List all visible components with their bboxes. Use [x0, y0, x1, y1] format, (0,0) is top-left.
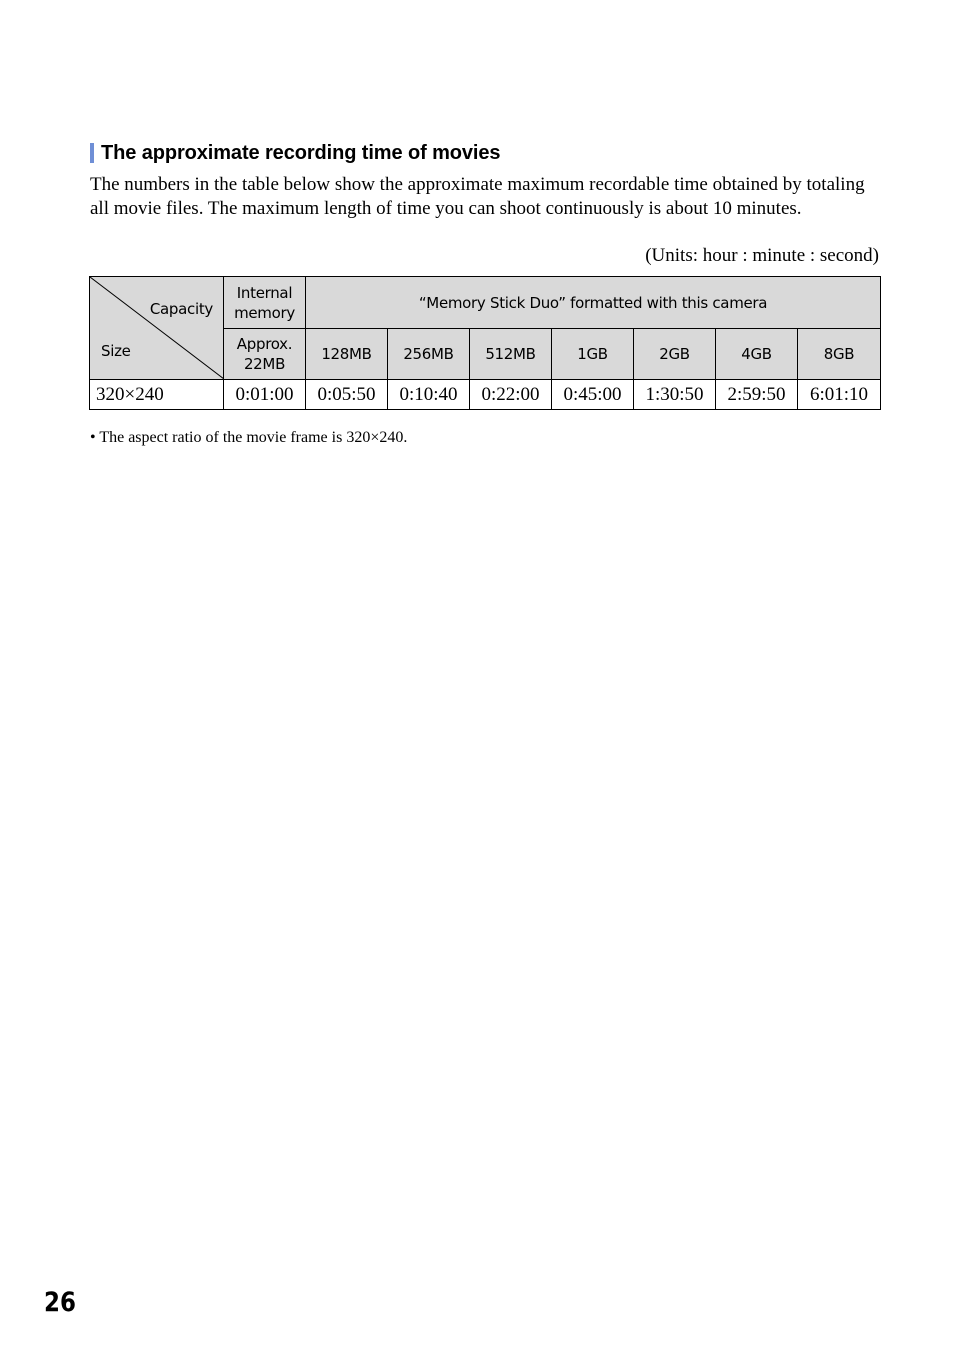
- memory-stick-header: “Memory Stick Duo” formatted with this camera: [306, 277, 881, 329]
- internal-memory-header: Internal memory: [224, 277, 306, 329]
- aspect-ratio-note: • The aspect ratio of the movie frame is 320×240.: [90, 429, 408, 446]
- corner-header-cell: [90, 277, 224, 380]
- size-cell: 320×240: [90, 380, 224, 410]
- time-cell: 0:05:50: [306, 380, 388, 410]
- time-cell: 2:59:50: [716, 380, 798, 410]
- time-cell: 6:01:10: [798, 380, 881, 410]
- page-number: 26: [44, 1287, 76, 1318]
- heading-marker: [90, 143, 94, 163]
- time-cell: 0:45:00: [552, 380, 634, 410]
- time-cell: 0:10:40: [388, 380, 470, 410]
- units-note: (Units: hour : minute : second): [645, 245, 879, 266]
- intro-paragraph: The numbers in the table below show the approximate maximum recordable time obtained by totaling all movie files. The maximum length of time you can shoot continuously is about 10 minutes.: [90, 174, 865, 219]
- capacity-header: 4GB: [716, 329, 798, 380]
- heading-text: The approximate recording time of movies: [101, 141, 501, 164]
- section-heading: [90, 140, 500, 166]
- recording-time-table: [89, 276, 881, 410]
- time-cell: 0:22:00: [470, 380, 552, 410]
- table-row: [90, 380, 881, 410]
- time-cell: 0:01:00: [224, 380, 306, 410]
- capacity-header: 256MB: [388, 329, 470, 380]
- capacity-header: Approx. 22MB: [224, 329, 306, 380]
- capacity-header: 2GB: [634, 329, 716, 380]
- capacity-header: 128MB: [306, 329, 388, 380]
- capacity-header: 1GB: [552, 329, 634, 380]
- corner-capacity-label: Capacity: [149, 300, 213, 318]
- corner-size-label: Size: [101, 342, 131, 360]
- time-cell: 1:30:50: [634, 380, 716, 410]
- capacity-header: 8GB: [798, 329, 881, 380]
- corner-diagonal: [90, 277, 224, 379]
- capacity-header: 512MB: [470, 329, 552, 380]
